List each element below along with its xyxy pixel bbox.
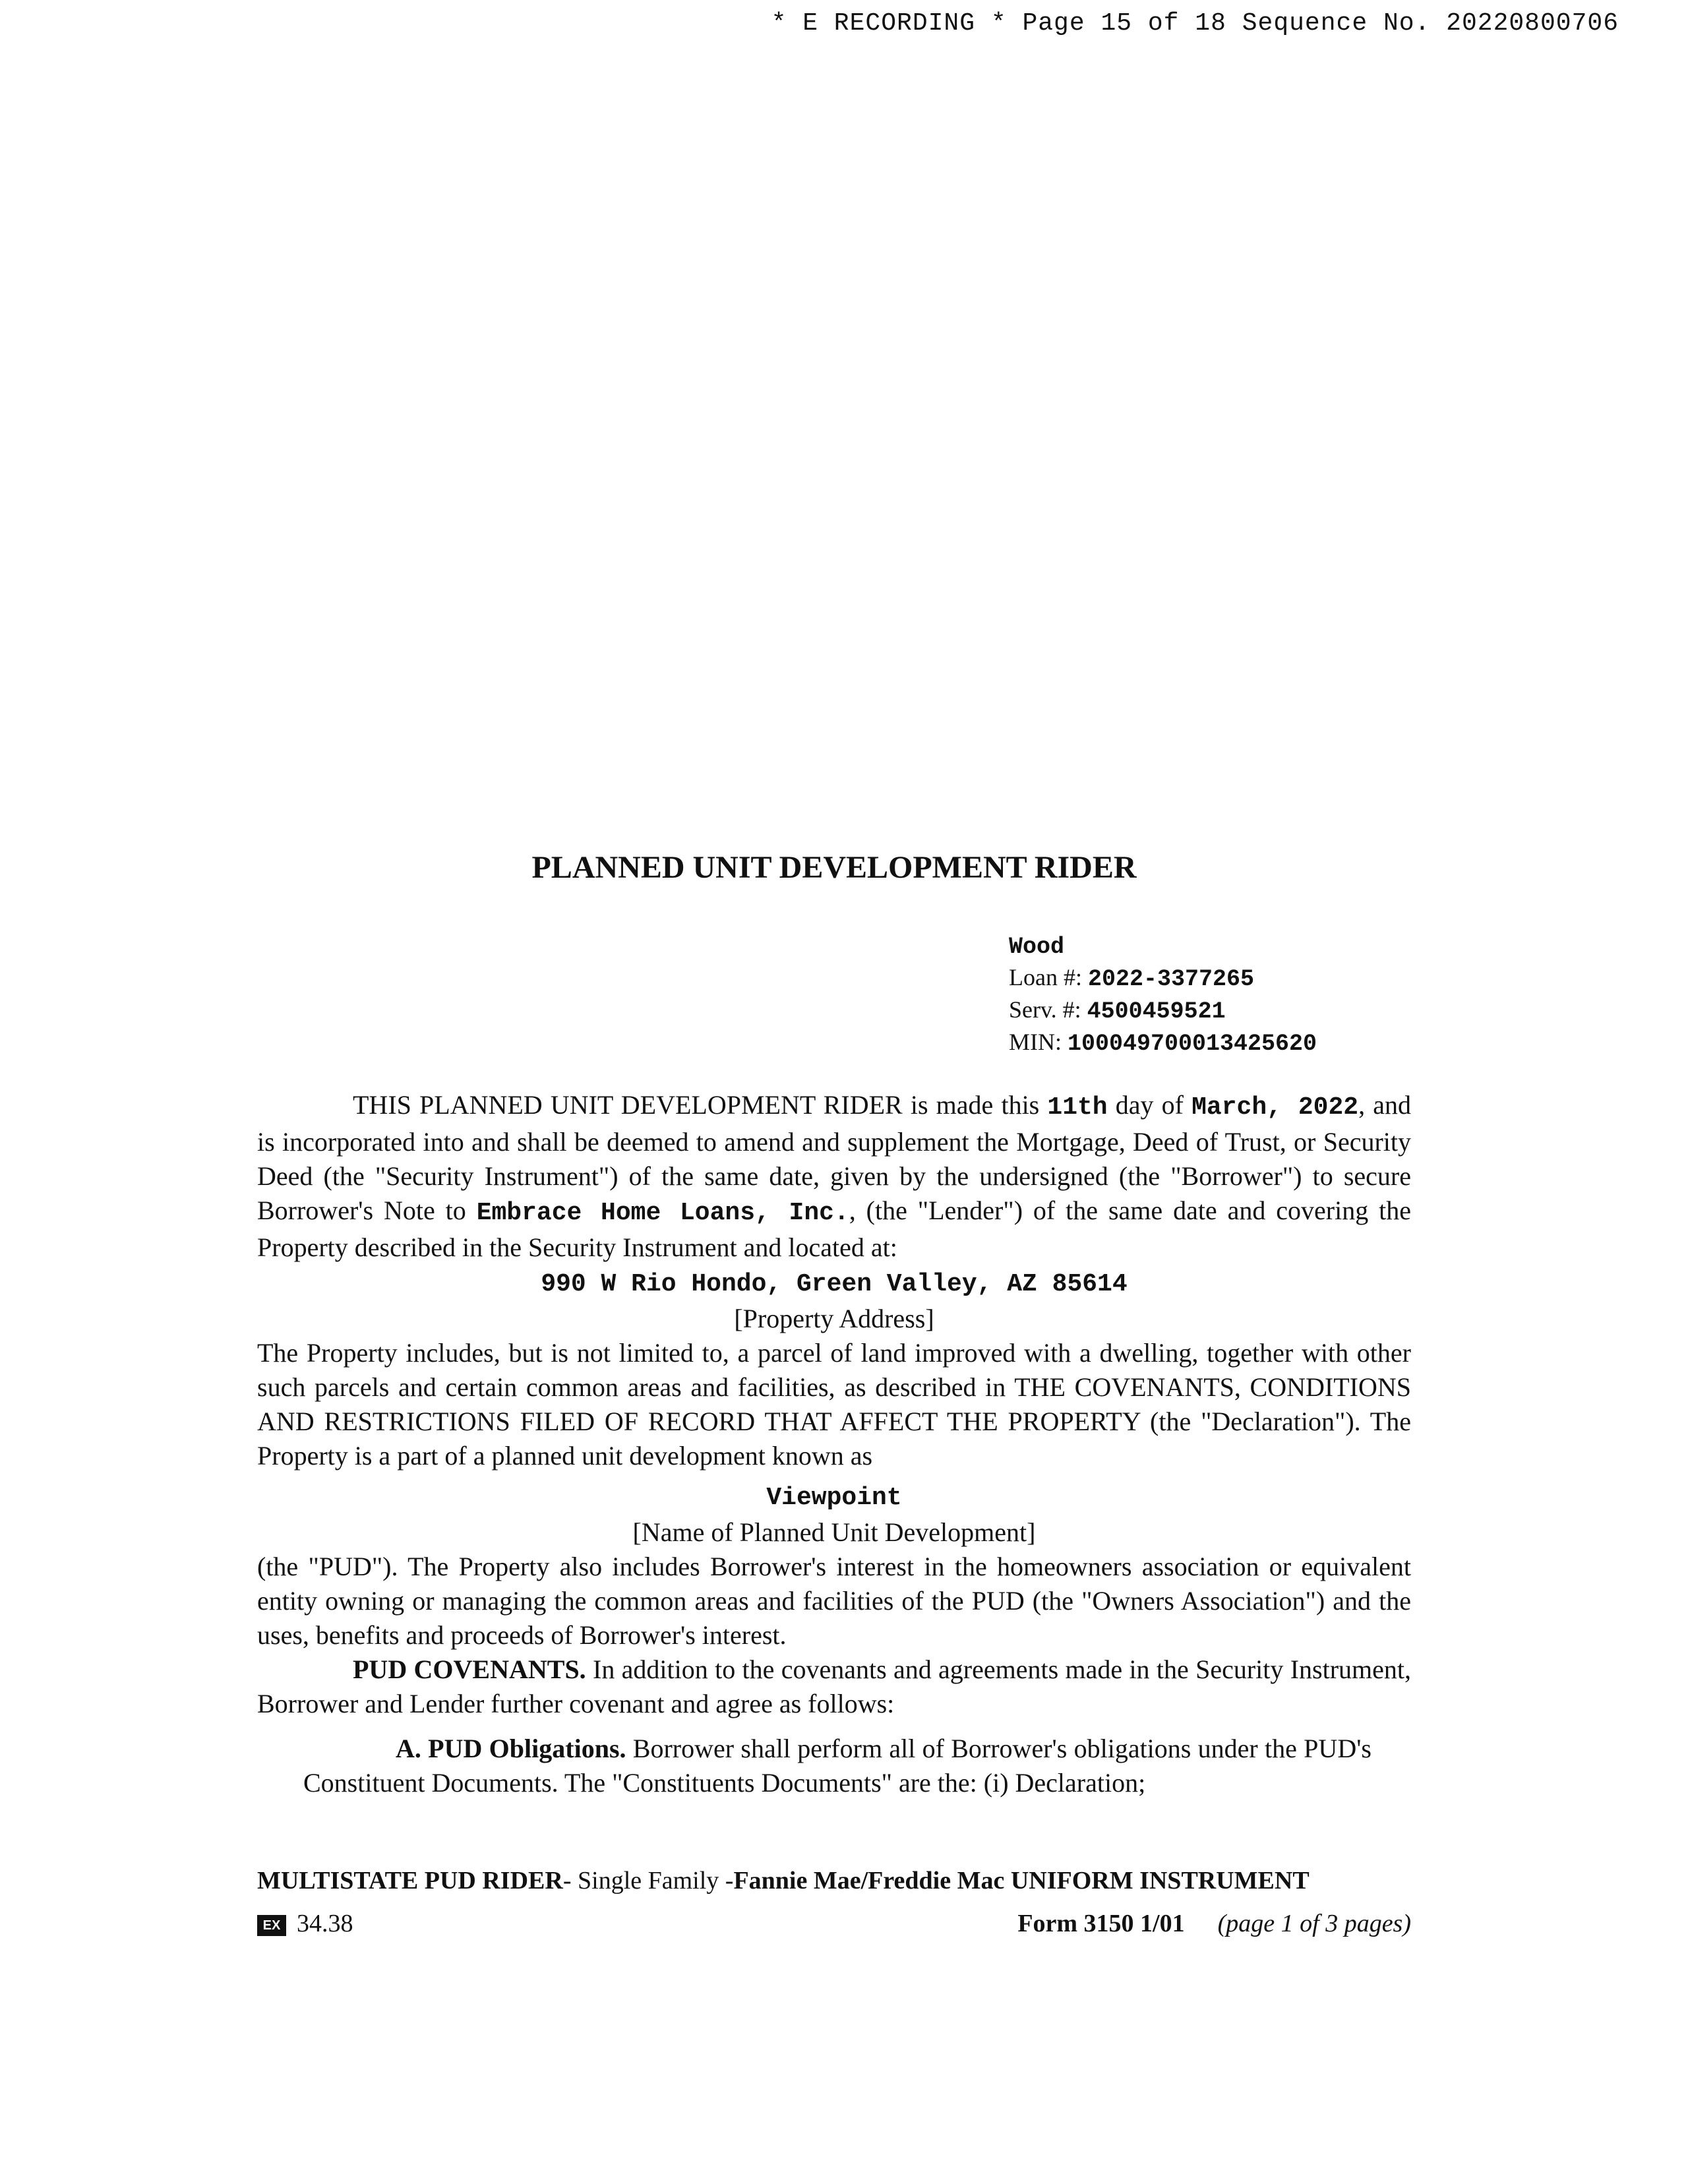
footer-title-mid: - Single Family - — [562, 1867, 734, 1895]
loan-number: 2022-3377265 — [1087, 966, 1255, 992]
section-a-heading: A. PUD Obligations. — [396, 1734, 626, 1763]
ex-logo-icon: EX — [257, 1915, 286, 1936]
rider-day: 11th — [1047, 1093, 1108, 1122]
loan-number-label: Loan #: — [1009, 964, 1082, 990]
pud-name: Viewpoint — [766, 1484, 902, 1512]
pud-name-caption: [Name of Planned Unit Development] — [632, 1517, 1036, 1547]
intro-paragraph — [257, 1088, 1411, 1265]
page-info: (page 1 of 3 pages) — [1217, 1910, 1411, 1937]
rider-body — [257, 1088, 1411, 1800]
footer-form-info — [257, 1909, 1411, 1938]
covenants-heading: PUD COVENANTS. — [353, 1654, 586, 1684]
intro-text-b: day of — [1107, 1090, 1192, 1120]
min-number: 100049700013425620 — [1068, 1031, 1317, 1057]
serv-number: 4500459521 — [1087, 998, 1226, 1025]
serv-number-label: Serv. #: — [1009, 996, 1081, 1023]
section-a-paragraph — [257, 1732, 1411, 1800]
intro-text-a: THIS PLANNED UNIT DEVELOPMENT RIDER is made this — [353, 1090, 1048, 1120]
footer-form-title — [257, 1866, 1411, 1895]
intro-text-d: , (the "Lender") of the same date and covering the Property described in the Security Instrument and located at: — [257, 1196, 1412, 1262]
property-address: 990 W Rio Hondo, Green Valley, AZ 85614 — [541, 1270, 1128, 1298]
covenants-paragraph — [257, 1653, 1411, 1721]
property-paragraph: The Property includes, but is not limited to, a parcel of land improved with a dwelling, together with other such parcels and certain common areas and facilities, as described in THE COVENANTS, CONDITIONS AND RESTRICTIONS FILED OF RECORD THAT AFFECT THE PROPERTY (the "Declaration"). The Property is a part of a planned unit development known as — [257, 1338, 1411, 1471]
property-address-caption: [Property Address] — [734, 1304, 934, 1333]
footer-title-a: MULTISTATE PUD RIDER — [257, 1867, 563, 1895]
intro-text-c: , and is incorporated into and shall be deemed to amend and supplement the Mortgage, Deed of Trust, or Security Deed (the "Security Instrument") of the same date, given by the undersigned (the "Borrower") to secure Borrower's Note to — [257, 1090, 1411, 1225]
lender-name: Embrace Home Loans, Inc. — [476, 1199, 849, 1227]
borrower-name: Wood — [1009, 934, 1065, 960]
document-title: PLANNED UNIT DEVELOPMENT RIDER — [531, 850, 1137, 885]
pud-paragraph: (the "PUD"). The Property also includes Borrower's interest in the homeowners association or equivalent entity owning or managing the common areas and facilities of the PUD (the "Owners Association") and the uses, benefits and proceeds of Borrower's interest. — [257, 1552, 1411, 1650]
covenants-text: In addition to the covenants and agreements made in the Security Instrument, Borrower and Lender further covenant and agree as follows: — [257, 1654, 1412, 1718]
loan-info-block — [1009, 930, 1317, 1059]
min-label: MIN: — [1009, 1029, 1062, 1055]
form-number: Form 3150 1/01 — [1017, 1910, 1185, 1937]
form-code: 34.38 — [297, 1910, 353, 1937]
recording-header: * E RECORDING * Page 15 of 18 Sequence No. 20220800706 — [771, 9, 1619, 38]
section-a-text: Borrower shall perform all of Borrower's obligations under the PUD's Constituent Documents. The "Constituents Documents" are the: (i) Declaration; — [303, 1734, 1372, 1798]
rider-date: March, 2022 — [1191, 1093, 1359, 1122]
footer-title-b: Fannie Mae/Freddie Mac UNIFORM INSTRUMENT — [733, 1867, 1310, 1895]
